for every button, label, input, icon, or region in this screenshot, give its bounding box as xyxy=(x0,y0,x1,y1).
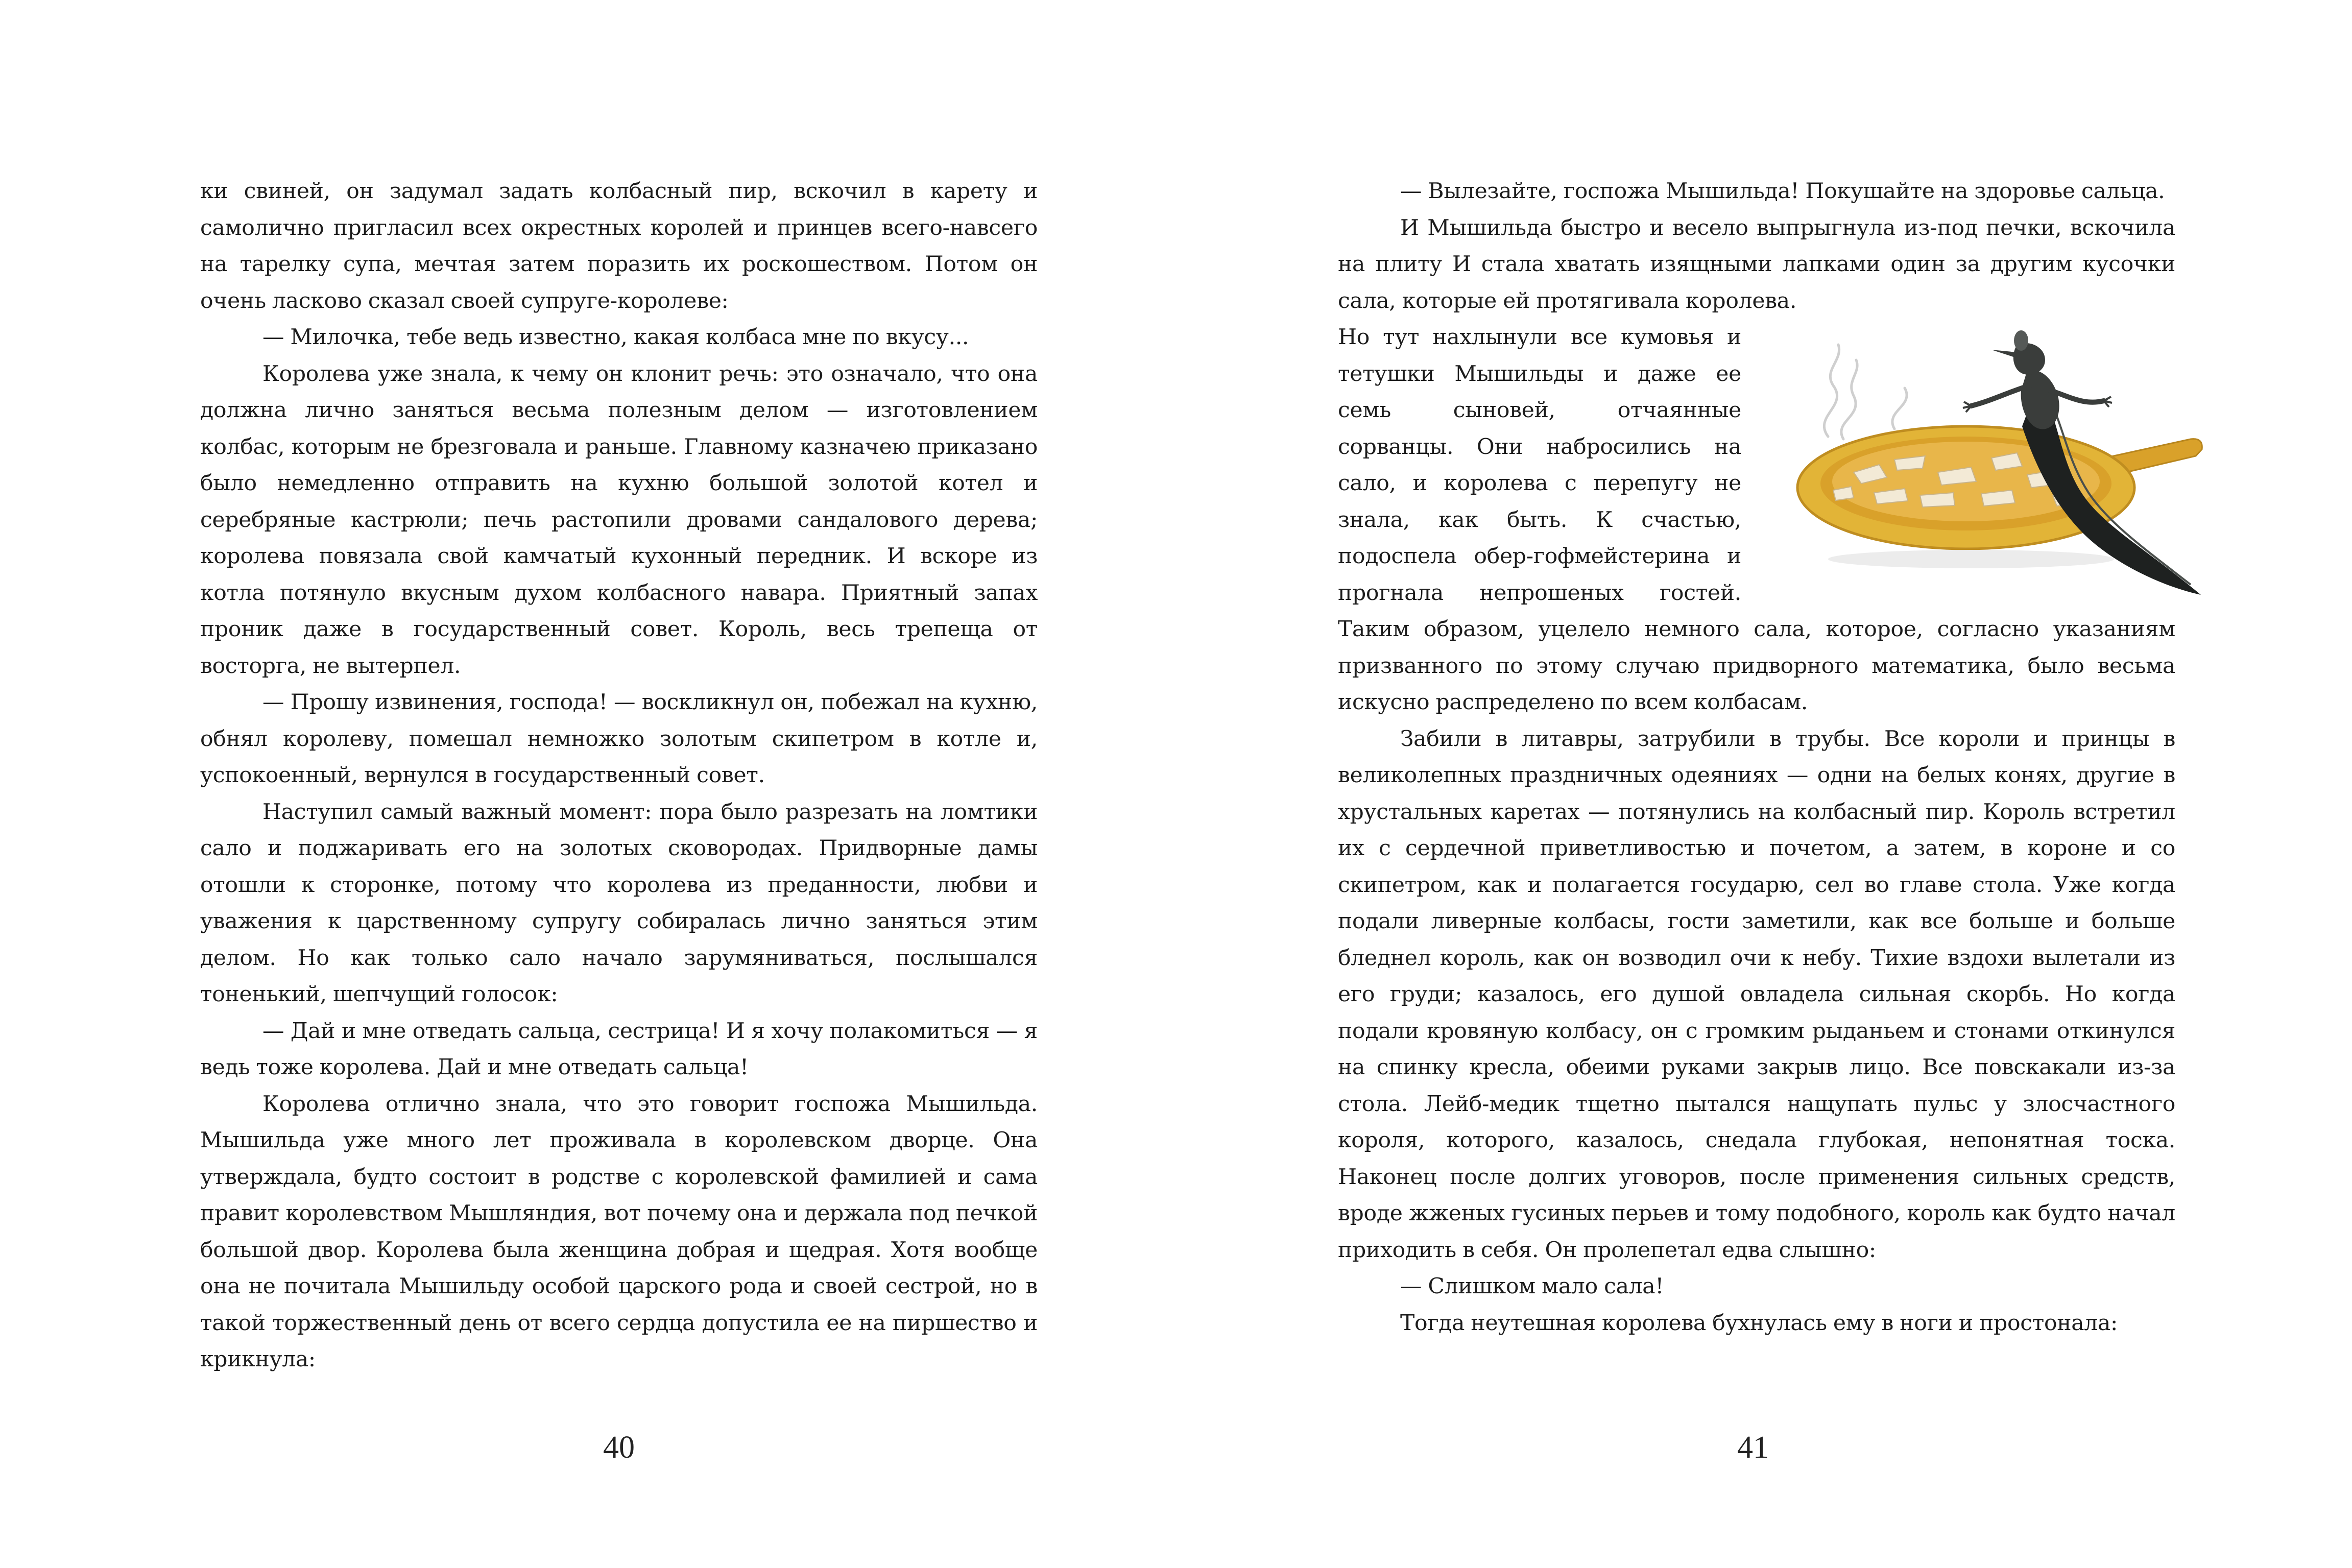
mouse-ear xyxy=(2014,330,2028,351)
paragraph: — Дай и мне отведать сальца, сестрица! И я хочу полакомиться — я ведь тоже королева. Дай и мне отведать сальца! xyxy=(200,1018,1038,1080)
paragraph: — Прошу извинения, господа! — воскликнул он, побежал на кухню, обнял королеву, помешал немножко золотым скипетром в котле и, успокоенный, вернулся в государственный совет. xyxy=(200,690,1038,788)
paragraph: — Милочка, тебе ведь известно, какая колбаса мне по вкусу... xyxy=(262,325,969,350)
paragraph: Наступил самый важный момент: пора было разрезать на ломтики сало и поджаривать его на золотых сковородах. Придворные дамы отошли к сторонке, потому что королева из преданности, любви и уважения к царственному супругу собиралась лично заняться этим делом. Но как только сало начало зарумяниваться, послышался тоненький, шепчущий голосок: xyxy=(200,799,1038,1007)
right-page-text xyxy=(1338,173,2175,1341)
paragraph: Забили в литавры, затрубили в трубы. Все короли и принцы в великолепных праздничных одеяниях — одни на белых конях, другие в хрустальных каретах — потянулись на колбасный пир. Король встретил их с сердечной приветливостью и почетом, а затем, в короне и со скипетром, как и полагается государю, сел во главе стола. Уже когда подали ливерные колбасы, гости заметили, как все больше и больше бледнел король, как он возводил очи к небу. Тихие вздохи вылетали из его груди; казалось, его душой овладела сильная скорбь. Но когда подали кровяную колбасу, он с громким рыданьем и стонами откинулся на спинку кресла, обеими руками закрыв лицо. Все повскакали из-за стола. Лейб-медик тщетно пытался нащупать пульс у злосчастного короля, которого, казалось, снедала глубокая, непонятная тоска. Наконец после долгих уговоров, после применения сильных средств, вроде жженых гусиных перьев и тому подобного, король как будто начал приходить в себя. Он пролепетал едва слышно: xyxy=(1338,726,2175,1263)
paragraph: Королева уже знала, к чему он клонит речь: это означало, что она должна лично заняться весьма полезным делом — изготовлением колбас, которым не брезговала и раньше. Главному казначею приказано было немедленно отправить на кухню большой золотой котел и серебряные кастрюли; печь растопили дровами сандалового дерева; королева повязала свой камчатый кухонный передник. И вскоре из котла потянуло вкусным духом колбасного навара. Приятный запах проник даже в государственный совет. Король, весь трепеща от восторга, не вытерпел. xyxy=(200,361,1038,679)
paragraph: ки свиней, он задумал задать колбасный пир, вскочил в карету и самолично пригласил всех окрестных королей и принцев всего-навсего на тарелку супа, мечтая затем поразить их роскошеством. Потом он очень ласково сказал своей супруге-королеве: xyxy=(200,179,1038,313)
paragraph: — Слишком мало сала! xyxy=(1400,1274,1664,1299)
paragraph: — Вылезайте, госпожа Мышильда! Покушайте на здоровье сальца. xyxy=(1400,179,2165,204)
mouse-frying-pan-illustration xyxy=(1751,319,2211,597)
paragraph: Тогда неутешная королева бухнулась ему в ноги и простонала: xyxy=(1400,1310,2118,1336)
page-number: 40 xyxy=(603,1430,635,1465)
left-page-text xyxy=(200,173,1038,1378)
paragraph: Но тут нахлынули все кумовья и тетушки Мышильды и даже ее семь сыновей, отчаянные сорванцы. Они набросились на сало, и королева с перепугу не знала, как быть. К счастью, подоспела обер-гофмейстерина и прогнала непрошеных гостей. Таким образом, уцелело немного сала, которое, согласно указаниям призванного по этому случаю придворного математика, было весьма искусно распределено по всем колбасам. xyxy=(1338,325,2175,715)
page-number: 41 xyxy=(1737,1430,1769,1465)
right-page xyxy=(1176,0,2352,1568)
steam-swirls xyxy=(1824,345,1907,439)
paragraph: И Мышильда быстро и весело выпрыгнула из-под печки, вскочила на плиту И стала хватать изящными лапками один за другим кусочки сала, которые ей протягивала королева. xyxy=(1338,215,2175,313)
paragraph: Королева отлично знала, что это говорит госпожа Мышильда. Мышильда уже много лет проживала в королевском дворце. Она утверждала, будто состоит в родстве с королевской фамилией и сама правит королевством Мышляндия, вот почему она и держала под печкой большой двор. Королева была женщина добрая и щедрая. Хотя вообще она не почитала Мышильду особой царского рода и своей сестрой, но в такой торжественный день от всего сердца допустила ее на пиршество и крикнула: xyxy=(200,1091,1038,1372)
